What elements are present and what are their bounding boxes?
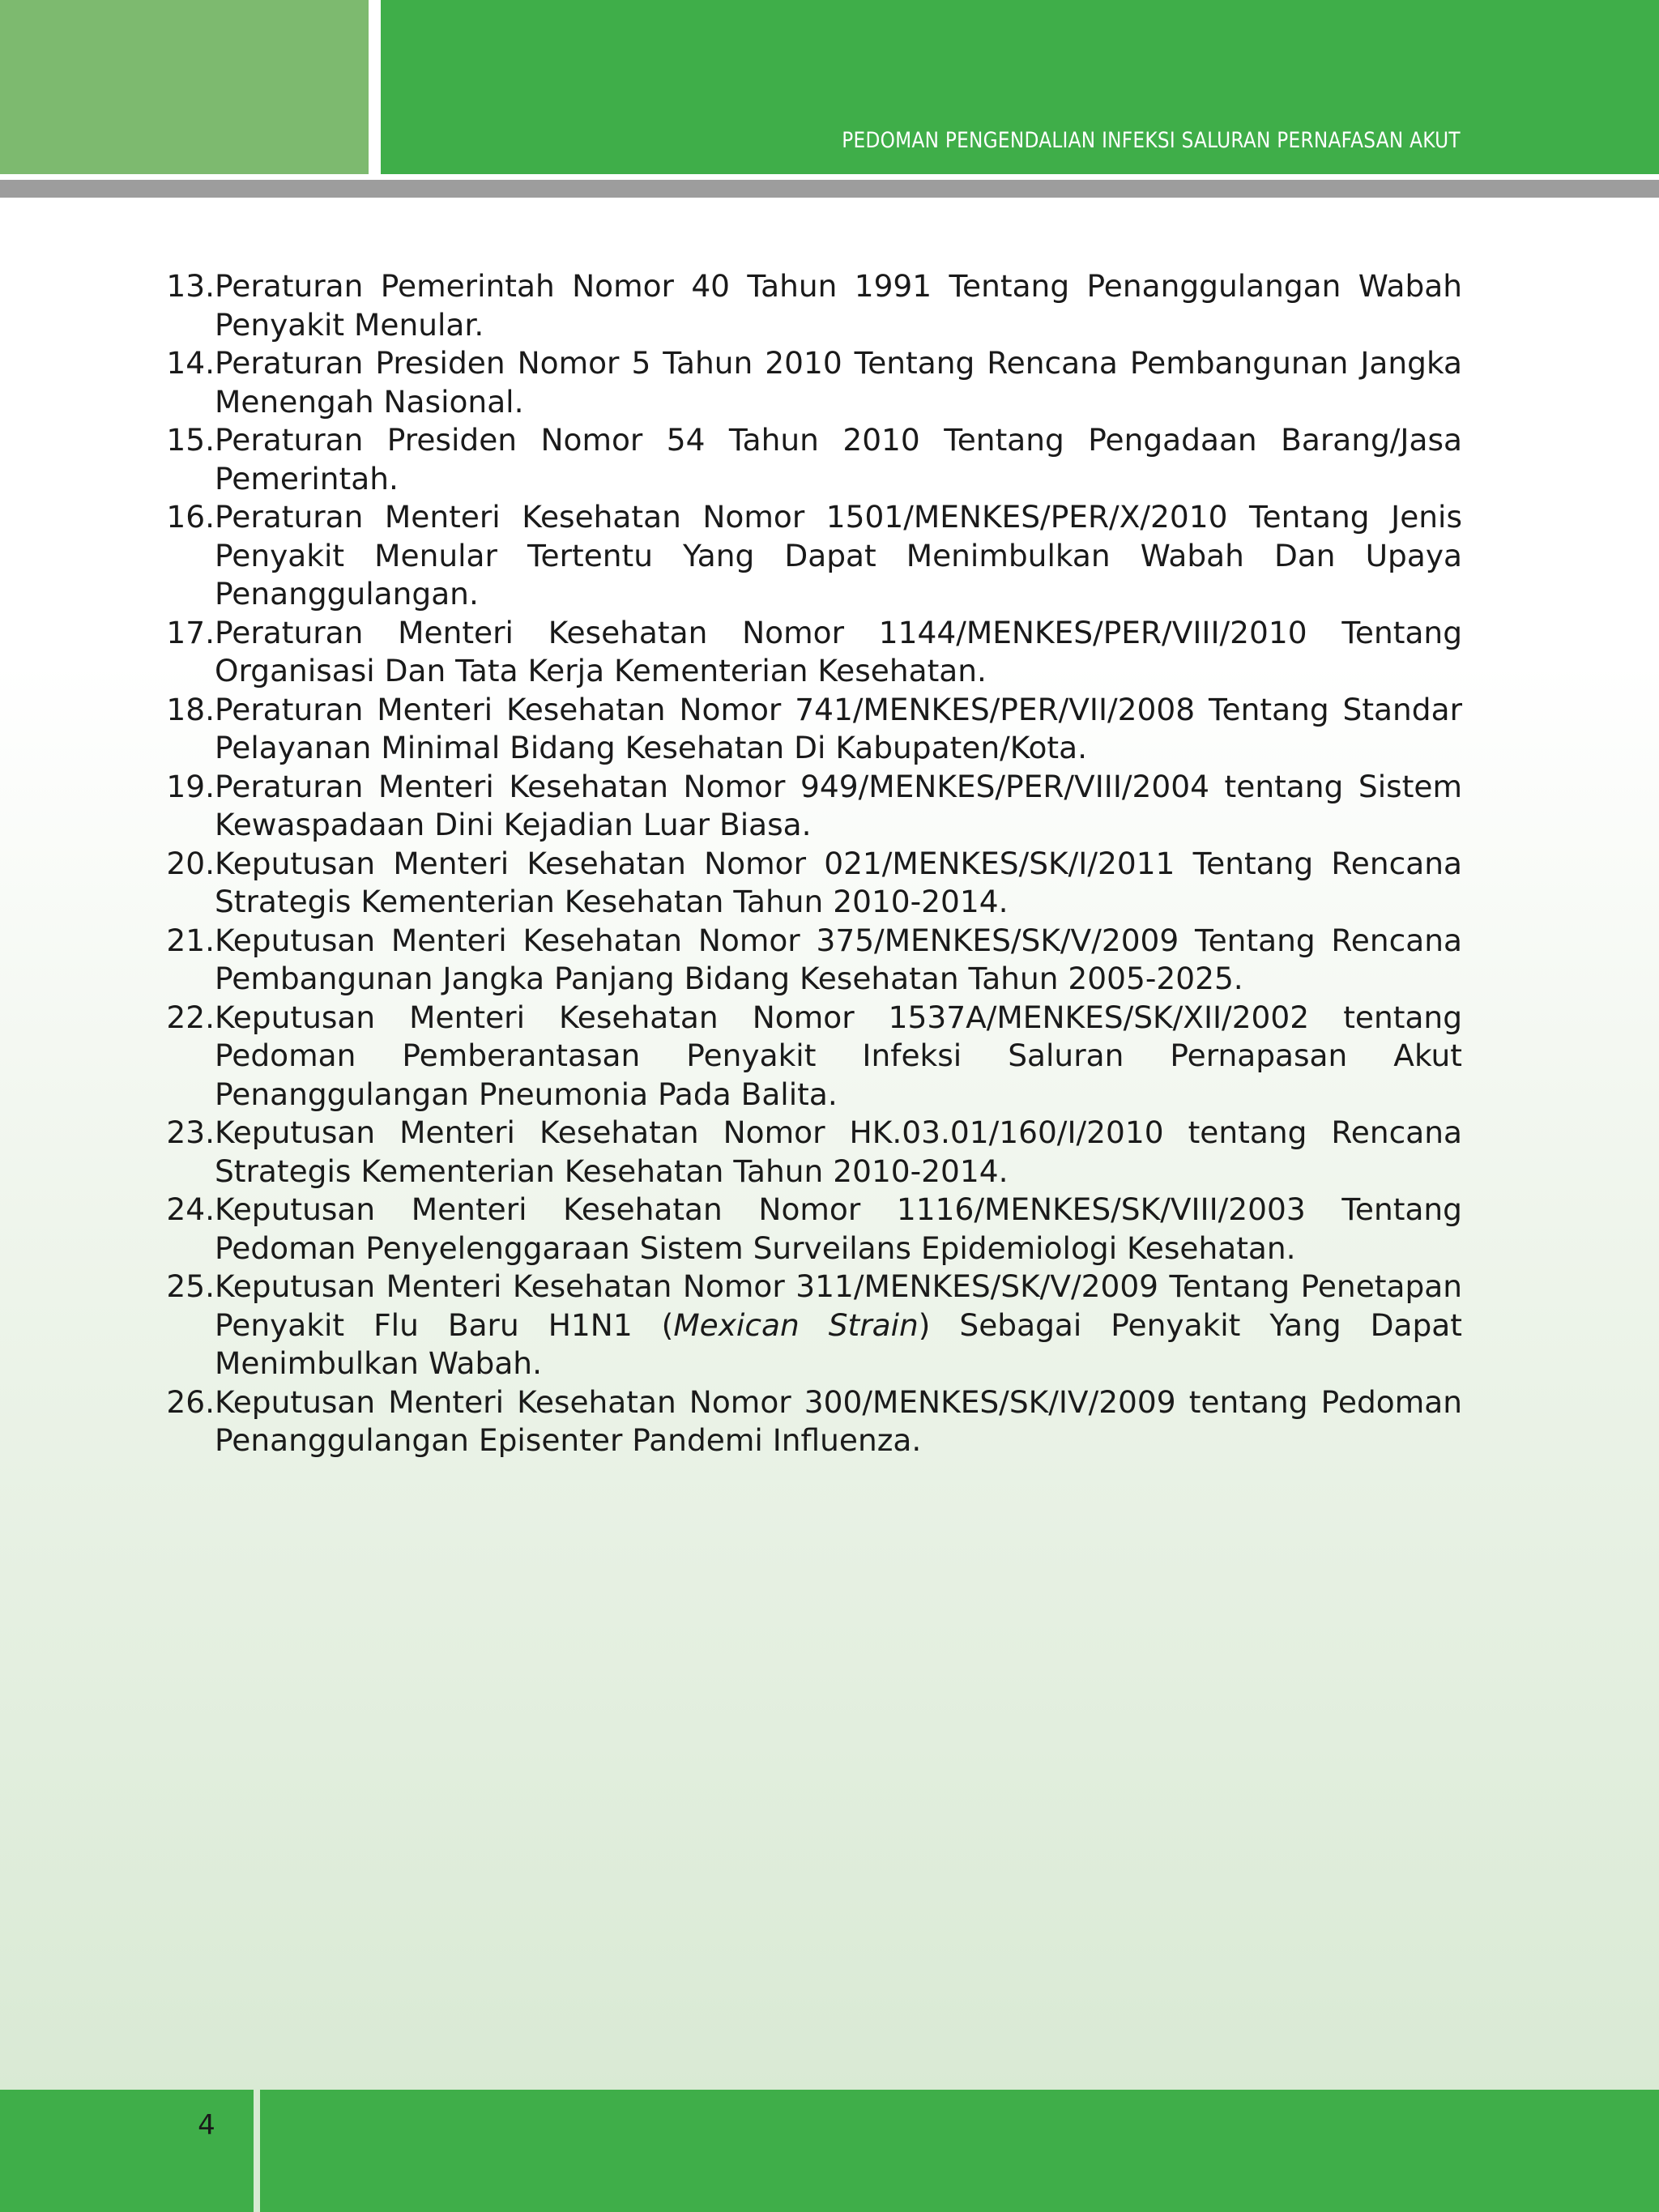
- reference-text-part: ) Sebagai Penyakit Yang Dapat Menimbulkan Wabah.: [215, 1306, 1462, 1381]
- reference-item-19: [146, 768, 1462, 845]
- reference-item-16: [146, 498, 1462, 614]
- reference-item-21: [146, 922, 1462, 999]
- reference-item-26: [146, 1383, 1462, 1460]
- reference-item-22: [146, 999, 1462, 1115]
- reference-text: Peraturan Menteri Kesehatan Nomor 949/MENKES/PER/VIII/2004 tentang Sistem Kewaspadaan Dini Kejadian Luar Biasa.: [215, 768, 1462, 842]
- reference-text: Keputusan Menteri Kesehatan Nomor 300/MENKES/SK/IV/2009 tentang Pedoman Penanggulangan Episenter Pandemi Influenza.: [215, 1383, 1462, 1458]
- reference-number: 14.: [166, 345, 215, 381]
- page-footer: [0, 2090, 1659, 2212]
- reference-text: Peraturan Presiden Nomor 5 Tahun 2010 Tentang Rencana Pembangunan Jangka Menengah Nasional.: [215, 345, 1462, 420]
- reference-item-25: [146, 1268, 1462, 1383]
- reference-number: 16.: [166, 499, 215, 535]
- reference-item-18: [146, 691, 1462, 768]
- reference-number: 26.: [166, 1383, 215, 1420]
- reference-item-17: [146, 614, 1462, 691]
- reference-text: Keputusan Menteri Kesehatan Nomor 1537A/MENKES/SK/XII/2002 tentang Pedoman Pemberantasan Penyakit Infeksi Saluran Pernapasan Akut Penanggulangan Pneumonia Pada Balita.: [215, 999, 1462, 1112]
- reference-text: Peraturan Presiden Nomor 54 Tahun 2010 Tentang Pengadaan Barang/Jasa Pemerintah.: [215, 422, 1462, 497]
- reference-item-24: [146, 1191, 1462, 1268]
- reference-text: Peraturan Menteri Kesehatan Nomor 1501/MENKES/PER/X/2010 Tentang Jenis Penyakit Menular Tertentu Yang Dapat Menimbulkan Wabah Dan Upaya Penanggulangan.: [215, 499, 1462, 612]
- header-accent-block: [0, 0, 369, 174]
- reference-item-14: [146, 344, 1462, 421]
- reference-number: 13.: [166, 268, 215, 304]
- reference-number: 17.: [166, 614, 215, 650]
- reference-number: 15.: [166, 422, 215, 458]
- reference-text: Keputusan Menteri Kesehatan Nomor 375/MENKES/SK/V/2009 Tentang Rencana Pembangunan Jangka Panjang Bidang Kesehatan Tahun 2005-2025.: [215, 922, 1462, 996]
- reference-text: [215, 1268, 1462, 1383]
- page-number: 4: [198, 2109, 215, 2142]
- reference-item-20: [146, 845, 1462, 922]
- header-rule: [0, 180, 1659, 198]
- reference-number: 18.: [166, 691, 215, 727]
- reference-text: Peraturan Menteri Kesehatan Nomor 741/MENKES/PER/VII/2008 Tentang Standar Pelayanan Minimal Bidang Kesehatan Di Kabupaten/Kota.: [215, 691, 1462, 765]
- reference-item-23: [146, 1114, 1462, 1191]
- reference-text: Peraturan Menteri Kesehatan Nomor 1144/MENKES/PER/VIII/2010 Tentang Organisasi Dan Tata Kerja Kementerian Kesehatan.: [215, 614, 1462, 688]
- reference-text-part: Keputusan Menteri Kesehatan Nomor 311/MENKES/SK/V/2009 Tentang Penetapan Penyakit Flu Baru H1N1 (: [215, 1268, 1462, 1343]
- reference-number: 21.: [166, 922, 215, 958]
- footer-divider: [254, 2090, 260, 2212]
- reference-text: Peraturan Pemerintah Nomor 40 Tahun 1991 Tentang Penanggulangan Wabah Penyakit Menular.: [215, 268, 1462, 343]
- reference-number: 24.: [166, 1191, 215, 1227]
- reference-number: 19.: [166, 768, 215, 804]
- reference-item-15: [146, 421, 1462, 498]
- page-header: [0, 0, 1659, 199]
- reference-text: Keputusan Menteri Kesehatan Nomor HK.03.01/160/I/2010 tentang Rencana Strategis Kementerian Kesehatan Tahun 2010-2014.: [215, 1115, 1462, 1189]
- reference-number: 20.: [166, 845, 215, 881]
- reference-number: 22.: [166, 999, 215, 1035]
- reference-text-italic: Mexican Strain: [673, 1306, 919, 1343]
- reference-list: [146, 267, 1462, 1460]
- reference-number: 23.: [166, 1115, 215, 1150]
- reference-text: Keputusan Menteri Kesehatan Nomor 021/MENKES/SK/I/2011 Tentang Rencana Strategis Kementerian Kesehatan Tahun 2010-2014.: [215, 845, 1462, 919]
- reference-item-13: [146, 267, 1462, 344]
- running-title: PEDOMAN PENGENDALIAN INFEKSI SALURAN PERNAFASAN AKUT: [842, 128, 1461, 153]
- reference-number: 25.: [166, 1268, 215, 1304]
- reference-text: Keputusan Menteri Kesehatan Nomor 1116/MENKES/SK/VIII/2003 Tentang Pedoman Penyelenggaraan Sistem Surveilans Epidemiologi Kesehatan.: [215, 1191, 1462, 1266]
